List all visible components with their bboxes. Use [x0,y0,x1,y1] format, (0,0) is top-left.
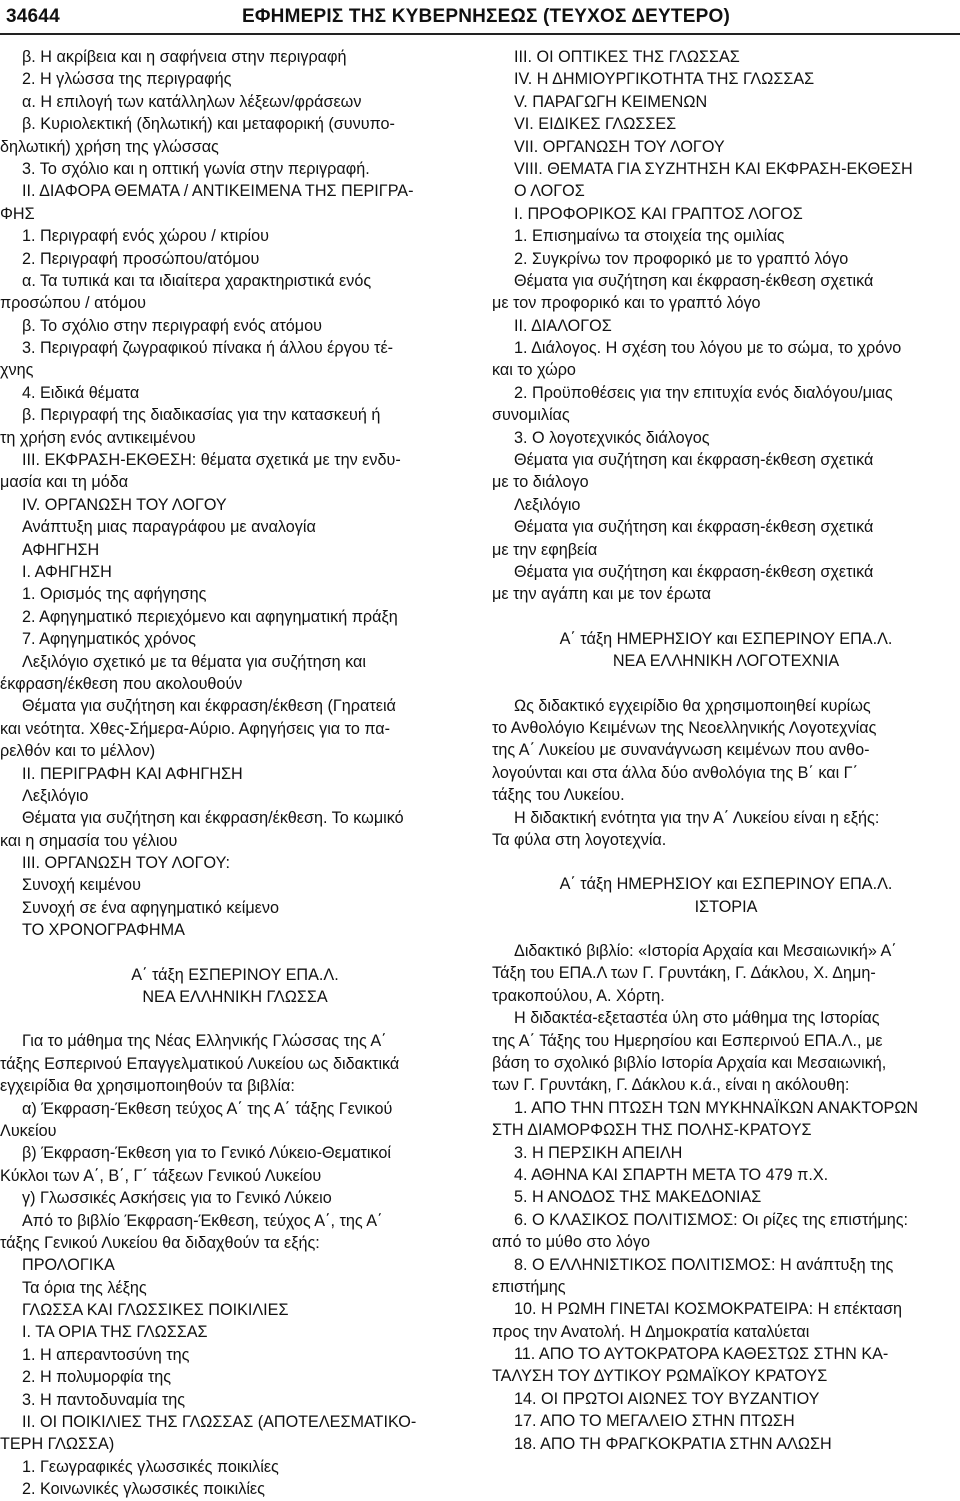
text-line: 2. Η πολυμορφία της [22,1368,172,1387]
text-line: και το χώρο [492,361,576,380]
text-line: Ανάπτυξη μιας παραγράφου με αναλογία [22,518,316,537]
text-line: 4. Ειδικά θέματα [22,383,140,402]
text-line: ΤΑΛΥΣΗ ΤΟΥ ΔΥΤΙΚΟΥ ΡΩΜΑΪΚΟΥ ΚΡΑΤΟΥΣ [492,1367,828,1386]
text-line: συνομιλίας [492,406,570,425]
text-line: από το μύθο στο λόγο [492,1233,650,1252]
text-line: ΙΙ. ΠΕΡΙΓΡΑΦΗ ΚΑΙ ΑΦΗΓΗΣΗ [22,764,243,783]
text-line: το Ανθολόγιο Κειμένων της Νεοελληνικής Λογοτεχνίας [492,718,877,737]
text-line: της Α΄ Τάξης του Ημερησίου και Εσπερινού ΕΠΑ.Λ., με [492,1031,883,1050]
text-line: μασία και τη μόδα [0,473,129,492]
text-line: Ι. ΠΡΟΦΟΡΙΚΟΣ ΚΑΙ ΓΡΑΠΤΟΣ ΛΟΓΟΣ [514,204,803,223]
text-line: Θέματα για συζήτηση και έκφραση‐έκθεση σχετικά [514,518,874,537]
paragraph-gap [492,851,960,873]
text-line: ΙΙΙ. ΟΡΓΑΝΩΣΗ ΤΟΥ ΛΟΓΟΥ: [22,854,231,873]
text-line: Διδακτικό βιβλίο: «Ιστορία Αρχαία και Μεσαιωνική» Α΄ [514,942,897,961]
text-line: 1. ΑΠΟ ΤΗΝ ΠΤΩΣΗ ΤΩΝ ΜΥΚΗΝΑΪΚΩΝ ΑΝΑΚΤΟΡΩΝ [514,1098,919,1117]
text-line: VII. ΟΡΓΑΝΩΣΗ ΤΟΥ ΛΟΓΟΥ [514,137,725,156]
text-line: Θέματα για συζήτηση και έκφραση‐έκθεση σχετικά [514,562,874,581]
text-line: 18. ΑΠΟ ΤΗ ΦΡΑΓΚΟΚΡΑΤΙΑ ΣΤΗΝ ΑΛΩΣΗ [514,1434,832,1453]
paragraph-gap [492,606,960,628]
text-line: Λεξιλόγιο [514,495,581,514]
text-line: 11. ΑΠΟ ΤΟ ΑΥΤΟΚΡΑΤΟΡΑ ΚΑΘΕΣΤΩΣ ΣΤΗΝ ΚΑ‐ [514,1345,889,1364]
text-line: β. Περιγραφή της διαδικασίας για την κατασκευή ή [22,406,381,425]
text-line: V. ΠΑΡΑΓΩΓΗ ΚΕΙΜΕΝΩΝ [514,92,708,111]
text-line: Για το μάθημα της Νέας Ελληνικής Γλώσσας της Α΄ [22,1032,387,1051]
text-line: Λεξιλόγιο [22,786,89,805]
text-line: Θέματα για συζήτηση και έκφραση‐έκθεση σχετικά [514,271,874,290]
text-line: Τάξη του ΕΠΑ.Λ των Γ. Γρυντάκη, Γ. Δάκλου, Χ. Δημη‐ [492,964,876,983]
text-line: χνης [0,361,34,380]
text-line: β. Κυριολεκτική (δηλωτική) και μεταφορική (συνυπο‐ [22,115,395,134]
text-line: VIII. ΘΕΜΑΤΑ ΓΙΑ ΣΥΖΗΤΗΣΗ ΚΑΙ ΕΚΦΡΑΣΗ‐ΕΚΘΕΣΗ [514,159,913,178]
text-line: βάση το σχολικό βιβλίο Ιστορία Αρχαία και Μεσαιωνική, [492,1054,887,1073]
text-line: λογούνται και στα άλλα δύο ανθολόγια της Β΄ και Γ΄ [492,763,858,782]
page-header [0,0,960,40]
section-heading: Α΄ τάξη ΗΜΕΡΗΣΙΟΥ και ΕΣΠΕΡΙΝΟΥ ΕΠΑ.Λ. [559,629,893,648]
text-line: έκφραση/έκθεση που ακολουθούν [0,674,243,693]
text-line: 8. Ο ΕΛΛΗΝΙΣΤΙΚΟΣ ΠΟΛΙΤΙΣΜΟΣ: Η ανάπτυξη της [514,1255,894,1274]
text-line: 2. Αφηγηματικό περιεχόμενο και αφηγηματική πράξη [22,607,398,626]
text-line: Τα όρια της λέξης [22,1278,147,1297]
text-line: Συνοχή κειμένου [22,876,141,895]
text-line: ΑΦΗΓΗΣΗ [22,540,100,559]
text-line: 2. Η γλώσσα της περιγραφής [22,70,232,89]
text-line: και νεότητα. Χθες‐Σήμερα‐Αύριο. Αφηγήσεις για το πα‐ [0,719,391,738]
text-line: ΓΛΩΣΣΑ ΚΑΙ ΓΛΩΣΣΙΚΕΣ ΠΟΙΚΙΛΙΕΣ [22,1301,289,1320]
text-line: 3. Η παντοδυναμία της [22,1390,186,1409]
text-line: ΙΙΙ. ΟΙ ΟΠΤΙΚΕΣ ΤΗΣ ΓΛΩΣΣΑΣ [514,48,740,66]
text-line: Θέματα για συζήτηση και έκφραση/έκθεση. Το κωμικό [22,809,404,828]
text-line: 10. Η ΡΩΜΗ ΓΙΝΕΤΑΙ ΚΟΣΜΟΚΡΑΤΕΙΡΑ: Η επέκταση [514,1300,903,1319]
header-rule [0,33,960,35]
text-line: 3. Περιγραφή ζωγραφικού πίνακα ή άλλου έργου τέ‐ [22,339,394,358]
text-line: τάξης του Λυκείου. [492,786,625,805]
paragraph-gap [0,1008,470,1030]
text-line: τάξης Εσπερινού Επαγγελματικού Λυκείου ως διδακτικά [0,1054,400,1073]
text-line: 1. Επισημαίνω τα στοιχεία της ομιλίας [514,227,785,246]
text-line: ΦΗΣ [0,204,35,223]
text-line: Ως διδακτικό εγχειρίδιο θα χρησιμοποιηθεί κυρίως [514,696,871,715]
text-line: ΙΙ. ΟΙ ΠΟΙΚΙΛΙΕΣ ΤΗΣ ΓΛΩΣΣΑΣ (ΑΠΟΤΕΛΕΣΜΑΤΙΚΟ‐ [22,1413,417,1432]
text-line: τρακοπούλου, Α. Χόρτη. [492,986,665,1005]
text-line: των Γ. Γρυντάκη, Γ. Δάκλου κ.ά., είναι η ακόλουθη: [492,1076,850,1095]
text-line: 4. ΑΘΗΝΑ ΚΑΙ ΣΠΑΡΤΗ ΜΕΤΑ ΤΟ 479 π.Χ. [514,1165,829,1184]
text-line: 2. Περιγραφή προσώπου/ατόμου [22,249,260,268]
text-line: ΙΙΙ. ΕΚΦΡΑΣΗ‐ΕΚΘΕΣΗ: θέματα σχετικά με την ενδυ‐ [22,451,401,470]
text-line: Τα φύλα στη λογοτεχνία. [492,830,667,849]
section-heading: Α΄ τάξη ΕΣΠΕΡΙΝΟΥ ΕΠΑ.Λ. [131,965,339,984]
text-line: ρελθόν και το μέλλον) [0,742,156,761]
text-line: τάξης Γενικού Λυκείου θα διδαχθούν τα εξής: [0,1233,320,1252]
text-line: εγχειρίδια θα χρησιμοποιηθούν τα βιβλία: [0,1077,295,1096]
text-line: με την εφηβεία [492,540,598,559]
text-line: ΤΟ ΧΡΟΝΟΓΡΑΦΗΜΑ [22,921,185,940]
text-line: ΙΙ. ΔΙΑΛΟΓΟΣ [514,316,612,335]
text-line: Λυκείου [0,1121,57,1140]
text-line: ΙΙ. ΔΙΑΦΟΡΑ ΘΕΜΑΤΑ / ΑΝΤΙΚΕΙΜΕΝΑ ΤΗΣ ΠΕΡΙΓΡΑ‐ [22,182,414,201]
text-line: 7. Αφηγηματικός χρόνος [22,630,196,649]
text-line: 5. Η ΑΝΟΔΟΣ ΤΗΣ ΜΑΚΕΔΟΝΙΑΣ [514,1188,762,1207]
text-line: προσώπου / ατόμου [0,294,147,313]
text-line: Ι. ΑΦΗΓΗΣΗ [22,562,112,581]
text-line: με τον προφορικό και το γραπτό λόγο [492,294,761,313]
section-heading: ΙΣΤΟΡΙΑ [694,897,758,916]
text-line: προς την Ανατολή. Η Δημοκρατία καταλύεται [492,1322,810,1341]
text-line: 14. ΟΙ ΠΡΩΤΟΙ ΑΙΩΝΕΣ ΤΟΥ ΒΥΖΑΝΤΙΟΥ [514,1389,820,1408]
text-line: ΠΡΟΛΟΓΙΚΑ [22,1256,115,1275]
text-line: 1. Διάλογος. Η σχέση του λόγου με το σώμα, το χρόνο [514,339,902,358]
text-line: α. Τα τυπικά και τα ιδιαίτερα χαρακτηριστικά ενός [22,271,372,290]
paragraph-gap [492,673,960,695]
text-line: α) Έκφραση‐Έκθεση τεύχος Α΄ της Α΄ τάξης Γενικού [22,1099,393,1118]
text-line: επιστήμης [492,1277,566,1296]
paragraph-gap [0,942,470,964]
text-line: ΙV. ΟΡΓΑΝΩΣΗ ΤΟΥ ΛΟΓΟΥ [22,495,227,514]
text-line: 3. Η ΠΕΡΣΙΚΗ ΑΠΕΙΛΗ [514,1143,683,1162]
text-line: γ) Γλωσσικές Ασκήσεις για το Γενικό Λύκειο [22,1189,332,1208]
text-line: 1. Περιγραφή ενός χώρου / κτιρίου [22,227,269,246]
text-line: β. Η ακρίβεια και η σαφήνεια στην περιγραφή [22,48,347,66]
text-line: 1. Ορισμός της αφήγησης [22,585,207,604]
text-line: ΤΕΡΗ ΓΛΩΣΣΑ) [0,1435,115,1454]
text-line: 2. Κοινωνικές γλωσσικές ποικιλίες [22,1480,265,1499]
text-line: VI. ΕΙΔΙΚΕΣ ΓΛΩΣΣΕΣ [514,115,677,134]
text-line: Από το βιβλίο Έκφραση‐Έκθεση, τεύχος Α΄, της Α΄ [22,1211,383,1230]
section-heading: ΝΕΑ ΕΛΛΗΝΙΚΗ ΓΛΩΣΣΑ [142,988,328,1007]
text-line: Συνοχή σε ένα αφηγηματικό κείμενο [22,898,279,917]
text-line: Θέματα για συζήτηση και έκφραση/έκθεση (Γηρατειά [22,697,396,716]
section-heading: Α΄ τάξη ΗΜΕΡΗΣΙΟΥ και ΕΣΠΕΡΙΝΟΥ ΕΠΑ.Λ. [559,875,893,894]
text-line: 17. ΑΠΟ ΤΟ ΜΕΓΑΛΕΙΟ ΣΤΗΝ ΠΤΩΣΗ [514,1412,795,1431]
journal-title: ΕΦΗΜΕΡΙΣ ΤΗΣ ΚΥΒΕΡΝΗΣΕΩΣ (ΤΕΥΧΟΣ ΔΕΥΤΕΡΟ) [242,6,730,27]
section-heading: ΝΕΑ ΕΛΛΗΝΙΚΗ ΛΟΓΟΤΕΧΝΙΑ [612,652,840,671]
text-line: 1. Η απεραντοσύνη της [22,1345,190,1364]
right-column [492,46,960,1455]
text-line: β) Έκφραση‐Έκθεση για το Γενικό Λύκειο‐Θεματικοί [22,1144,392,1163]
text-line: ΣΤΗ ΔΙΑΜΟΡΦΩΣΗ ΤΗΣ ΠΟΛΗΣ‐ΚΡΑΤΟΥΣ [492,1121,812,1140]
text-line: τη χρήση ενός αντικειμένου [0,428,196,447]
text-line: και η σημασία του γέλιου [0,831,178,850]
paragraph-gap [492,918,960,940]
page-number: 34644 [6,6,60,27]
text-line: με την αγάπη και με τον έρωτα [492,585,712,604]
left-column [0,46,470,1501]
text-line: 1. Γεωγραφικές γλωσσικές ποικιλίες [22,1457,279,1476]
text-line: 3. Ο λογοτεχνικός διάλογος [514,428,710,447]
text-line: Η διδακτική ενότητα για την Α΄ Λυκείου είναι η εξής: [514,808,880,827]
text-line: Κύκλοι των Α΄, Β΄, Γ΄ τάξεων Γενικού Λυκείου [0,1166,322,1185]
text-line: 3. Το σχόλιο και η οπτική γωνία στην περιγραφή. [22,159,370,178]
text-line: της Α΄ Λυκείου με συνανάγνωση κειμένων που ανθο‐ [492,741,870,760]
text-line: 2. Συγκρίνω τον προφορικό με το γραπτό λόγο [514,249,849,268]
text-line: 6. Ο ΚΛΑΣΙΚΟΣ ΠΟΛΙΤΙΣΜΟΣ: Οι ρίζες της επιστήμης: [514,1210,908,1229]
text-line: Η διδακτέα‐εξεταστέα ύλη στο μάθημα της Ιστορίας [514,1009,880,1028]
text-line: Ι. ΤΑ ΟΡΙΑ ΤΗΣ ΓΛΩΣΣΑΣ [22,1323,208,1342]
text-line: Ο ΛΟΓΟΣ [514,182,585,201]
text-line: 2. Προϋποθέσεις για την επιτυχία ενός διαλόγου/μιας [514,383,893,402]
text-line: ΙV. Η ΔΗΜΙΟΥΡΓΙΚΟΤΗΤΑ ΤΗΣ ΓΛΩΣΣΑΣ [514,70,815,89]
text-line: Λεξιλόγιο σχετικό με τα θέματα για συζήτηση και [22,652,366,671]
text-line: β. Το σχόλιο στην περιγραφή ενός ατόμου [22,316,322,335]
text-line: με το διάλογο [492,473,589,492]
text-line: α. Η επιλογή των κατάλληλων λέξεων/φράσεων [22,92,362,111]
text-line: δηλωτική) χρήση της γλώσσας [0,137,219,156]
text-line: Θέματα για συζήτηση και έκφραση‐έκθεση σχετικά [514,451,874,470]
